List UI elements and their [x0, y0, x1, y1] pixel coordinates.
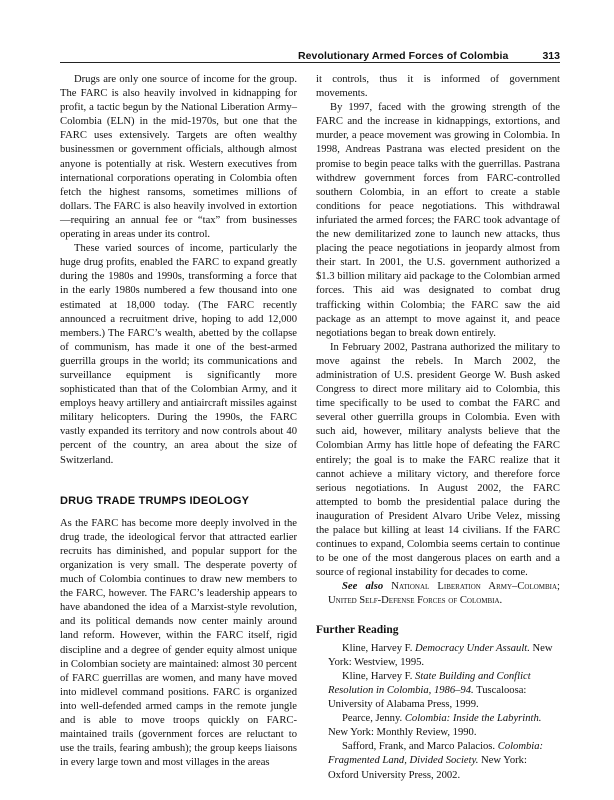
- body-paragraph: As the FARC has become more deeply involved in the drug trade, the ideological fervor that attracted earlier recruits has diminished, and popular support for the organization is very small. The desperate poverty of much of Colombia continues to draw new members to the FARC, however. The FARC’s leadership appears to have abandoned the idea of a Marxist-style revolution, and its political demands now center mainly around land reform. However, within the FARC itself, rigid discipline and a degree of gender equity almost unique in Colombian society are maintained: almost 30 percent of FARC guerrillas are women, and many have moved into midlevel command positions. FARC is organized into well-defended armed camps in the remote jungle and is able to move troops quickly on FARC-maintained trails (government forces are reluctant to use the trails, fearing ambush); the group keeps liaisons in every large town and most villages in the areas: [60, 517, 297, 769]
- reference-publication: New York: Oxford University Press, 2002.: [328, 755, 527, 781]
- reference-publication: New York: Westview, 1995.: [328, 642, 553, 668]
- reference-entry: [316, 670, 560, 712]
- left-column: [60, 73, 297, 770]
- reference-entry: [316, 642, 560, 670]
- body-paragraph-continued: it controls, thus it is informed of government movements.: [316, 74, 560, 100]
- page-number: 313: [542, 50, 560, 62]
- section-heading: DRUG TRADE TRUMPS IDEOLOGY: [60, 494, 250, 507]
- reference-author: Kline, Harvey F.: [342, 670, 413, 682]
- see-also: [316, 580, 560, 608]
- right-column: [316, 73, 560, 783]
- see-also-label: See also: [342, 581, 384, 593]
- reference-title: State Building and Conflict Resolution in Colombia, 1986–94.: [328, 670, 531, 696]
- body-paragraph: In February 2002, Pastrana authorized the military to move against the rebels. In March 2002, the administration of U.S. president George W. Bush asked Congress to direct more military aid to Colombia, this time specifically to be used to combat the FARC and several other guerrilla groups in Colombia. Even with such aid, however, military analysts believe that the Colombian Army has little hope of defeating the FARC entirely; the goal is to make the FARC realize that it cannot achieve a military victory, and therefore force serious negotiations. In August 2002, the FARC attempted to bomb the presidential palace during the inauguration of President Alvaro Uribe Velez, missing the palace but killing at least 14 civilians. If the FARC continues to expand, Colombia seems certain to continue to be one of the most dangerous places on earth and a source of regional instability for decades to come.: [316, 341, 560, 579]
- reference-title: Democracy Under Assault.: [415, 642, 530, 654]
- body-paragraph: Drugs are only one source of income for the group. The FARC is also heavily involved in kidnapping for profit, a tactic begun by the National Liberation Army–Colombia (ELN) in the mid-1970s, but one that the FARC uses extensively. Targets are often wealthy businessmen or government officials, although almost anyone is potentially at risk. Western executives from international corporations operating in Colombia often fetch the highest ransoms, sometimes millions of dollars. The FARC is also heavily involved in extortion—requiring an annual fee or “tax” from businesses operating in areas under its control.: [60, 74, 297, 241]
- running-title: Revolutionary Armed Forces of Colombia: [297, 50, 509, 62]
- reference-author: Pearce, Jenny.: [342, 713, 403, 725]
- further-reading-heading: Further Reading: [316, 623, 399, 636]
- reference-title: Colombia: Inside the Labyrinth.: [404, 713, 542, 725]
- body-paragraph: By 1997, faced with the growing strength of the FARC and the increase in kidnappings, extortions, and murder, a peace movement was growing in Colombia. In 1998, Andreas Pastrana was elected president on the promise to begin peace talks with the guerrillas. Pastrana withdrew government forces from FARC-controlled southern Colombia, in an effort to create a stable conditions for peace negotiations. This withdrawal infuriated the armed forces; the FARC took advantage of the new demilitarized zone to launch new attacks, thus placing the peace negotiations in jeopardy almost from their start. In 2001, the U.S. government authorized a $1.3 billion military aid package to the Colombian armed forces. This aid was designated to combat drug trafficking within Colombia; the FARC saw the aid package as an attempt to move against it, and peace negotiations began to break down entirely.: [316, 102, 560, 339]
- body-paragraph: These varied sources of income, particularly the huge drug profits, enabled the FARC to expand greatly during the 1980s and 1990s, transforming a force that in the early 1980s numbered a few thousand into one estimated at 18,000 today. (The FARC recently announced a recruitment drive, hoping to add 12,000 members.) The FARC’s wealth, abetted by the collapse of communism, has made it one of the best-armed guerrilla groups in the world; its communications and surveillance equipment is significantly more sophisticated than that of the Colombian Army, and it employs heavy artillery and antiaircraft missiles against military helicopters. During the 1990s, the FARC vastly expanded its territory and now controls about 40 percent of the country, an area about the size of Switzerland.: [60, 243, 297, 466]
- reference-publication: Tuscaloosa: University of Alabama Press, 1999.: [328, 684, 527, 711]
- reference-author: Kline, Harvey F.: [342, 642, 413, 654]
- reference-author: Safford, Frank, and Marco Palacios.: [342, 741, 496, 753]
- reference-entry: [316, 740, 560, 782]
- reference-entry: [316, 712, 560, 740]
- reference-title: Colombia: Fragmented Land, Divided Society.: [328, 741, 544, 767]
- reference-publication: New York: Monthly Review, 1990.: [328, 727, 477, 739]
- see-also-links: National Liberation Army–Colombia; United Self-Defense Forces of Colombia.: [328, 581, 560, 607]
- running-header: [60, 46, 560, 63]
